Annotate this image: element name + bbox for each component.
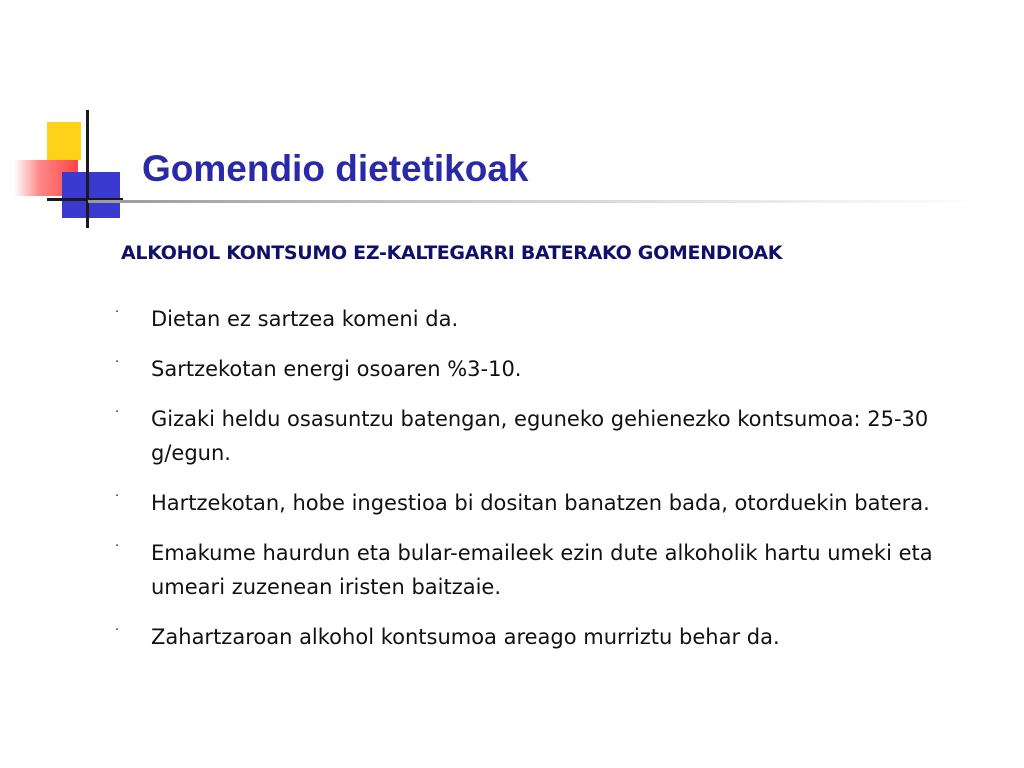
bullet-item (110, 486, 951, 520)
logo-vertical-line (86, 110, 89, 228)
bullet-text: Emakume haurdun eta bular-emaileek ezin dute alkoholik hartu umeki eta umeari zuzenean iristen baitzaie. (151, 541, 933, 599)
decorative-logo (0, 0, 140, 240)
logo-yellow-square (47, 122, 81, 160)
bullet-item (110, 302, 951, 336)
bullet-marker: · (115, 355, 120, 370)
bullet-text: Sartzekotan energi osoaren %3-10. (151, 357, 522, 381)
bullet-marker: · (115, 489, 120, 504)
bullet-item (110, 536, 951, 604)
bullet-marker: · (115, 623, 120, 638)
bullet-text: Zahartzaroan alkohol kontsumoa areago murriztu behar da. (151, 625, 780, 649)
bullet-list (110, 302, 970, 670)
slide-subtitle: ALKOHOL KONTSUMO EZ-KALTEGARRI BATERAKO GOMENDIOAK (121, 242, 783, 264)
title-divider (88, 200, 988, 203)
logo-blue-square (62, 172, 120, 218)
bullet-text: Gizaki heldu osasuntzu batengan, eguneko gehienezko kontsumoa: 25-30 g/egun. (151, 407, 929, 465)
bullet-item (110, 352, 951, 386)
slide-title: Gomendio dietetikoak (142, 148, 529, 189)
bullet-item (110, 402, 951, 470)
bullet-item (110, 620, 951, 654)
bullet-text: Dietan ez sartzea komeni da. (151, 307, 459, 331)
bullet-marker: · (115, 405, 120, 420)
bullet-text: Hartzekotan, hobe ingestioa bi dositan banatzen bada, otorduekin batera. (151, 491, 930, 515)
bullet-marker: · (115, 539, 120, 554)
bullet-marker: · (115, 305, 120, 320)
